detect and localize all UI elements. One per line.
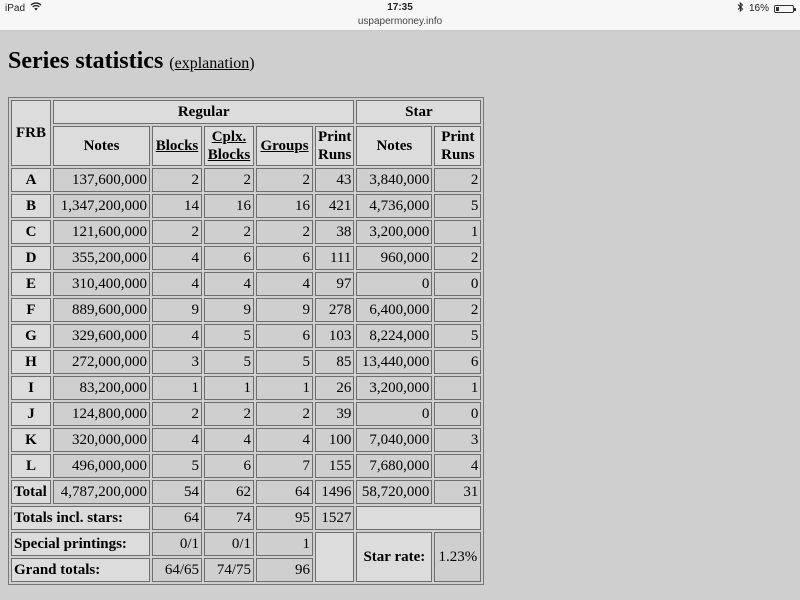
bluetooth-icon: [737, 2, 744, 15]
cell-notes: 496,000,000: [53, 454, 150, 478]
battery-icon: [774, 5, 794, 13]
cell-notes: 124,800,000: [53, 402, 150, 426]
page-content: [8, 48, 484, 585]
totals-incl-stars-label: Totals incl. stars:: [11, 506, 150, 530]
cell-frb: A: [11, 168, 51, 192]
totals-incl-stars-blank: [356, 506, 481, 530]
header-cplx-line1[interactable]: Cplx.: [211, 129, 247, 145]
total-blocks: 54: [152, 480, 202, 504]
cell-star-notes: 3,200,000: [356, 376, 432, 400]
cell-star-print-runs: 0: [434, 402, 481, 426]
table-row: [11, 428, 481, 452]
header-print-line2: Runs: [318, 147, 352, 163]
cell-notes: 320,000,000: [53, 428, 150, 452]
cell-blocks: 14: [152, 194, 202, 218]
cell-star-notes: 0: [356, 402, 432, 426]
total-print-runs: 1496: [315, 480, 354, 504]
cell-frb: I: [11, 376, 51, 400]
totals-incl-stars-runs: 1527: [315, 506, 354, 530]
cell-blocks: 2: [152, 220, 202, 244]
cell-star-print-runs: 5: [434, 324, 481, 348]
header-blocks-link[interactable]: Blocks: [152, 126, 202, 166]
cell-star-print-runs: 1: [434, 220, 481, 244]
close-paren: ): [249, 55, 255, 72]
table-row: [11, 272, 481, 296]
cell-star-print-runs: 2: [434, 298, 481, 322]
cell-star-print-runs: 3: [434, 428, 481, 452]
cell-star-print-runs: 2: [434, 168, 481, 192]
cell-frb: H: [11, 350, 51, 374]
cell-print-runs: 278: [315, 298, 354, 322]
cell-groups: 2: [256, 402, 313, 426]
special-printings-groups: 1: [256, 532, 313, 556]
cell-notes: 889,600,000: [53, 298, 150, 322]
cell-print-runs: 111: [315, 246, 354, 270]
cell-frb: B: [11, 194, 51, 218]
grand-totals-groups: 96: [256, 558, 313, 582]
table-row: [11, 246, 481, 270]
cell-star-print-runs: 5: [434, 194, 481, 218]
device-name: iPad: [5, 2, 26, 14]
header-cplx-blocks-link[interactable]: [204, 126, 254, 166]
cell-notes: 121,600,000: [53, 220, 150, 244]
table-row: [11, 376, 481, 400]
cell-groups: 4: [256, 272, 313, 296]
battery-percent: 16%: [748, 3, 769, 14]
header-star-print-line1: Print: [441, 129, 475, 145]
totals-incl-stars-groups: 95: [256, 506, 313, 530]
table-row: [11, 168, 481, 192]
series-statistics-table: [8, 97, 484, 585]
header-star: Star: [356, 100, 481, 124]
cell-print-runs: 103: [315, 324, 354, 348]
star-rate-label: Star rate:: [356, 532, 432, 582]
header-star-print-line2: Runs: [441, 147, 475, 163]
cell-blocks: 5: [152, 454, 202, 478]
explanation-link[interactable]: explanation: [174, 55, 250, 72]
cell-print-runs: 26: [315, 376, 354, 400]
cell-blocks: 4: [152, 246, 202, 270]
special-printings-blocks: 0/1: [152, 532, 202, 556]
header-print-line1: Print: [318, 129, 352, 145]
cell-notes: 355,200,000: [53, 246, 150, 270]
cell-star-notes: 960,000: [356, 246, 432, 270]
header-groups-link[interactable]: Groups: [256, 126, 313, 166]
cell-groups: 6: [256, 324, 313, 348]
title-line: [8, 48, 484, 75]
cell-cplx-blocks: 2: [204, 168, 254, 192]
table-row: [11, 220, 481, 244]
address-bar[interactable]: [0, 16, 800, 31]
header-star-notes: Notes: [356, 126, 432, 166]
cell-cplx-blocks: 1: [204, 376, 254, 400]
totals-incl-stars-blocks: 64: [152, 506, 202, 530]
cell-star-print-runs: 0: [434, 272, 481, 296]
cell-print-runs: 155: [315, 454, 354, 478]
total-notes: 4,787,200,000: [53, 480, 150, 504]
explanation-wrapper: [169, 55, 254, 73]
cell-star-notes: 3,200,000: [356, 220, 432, 244]
cell-star-notes: 7,680,000: [356, 454, 432, 478]
total-cplx-blocks: 62: [204, 480, 254, 504]
cell-print-runs: 97: [315, 272, 354, 296]
special-blank-cell: [315, 532, 354, 582]
cell-blocks: 4: [152, 272, 202, 296]
cell-notes: 310,400,000: [53, 272, 150, 296]
special-printings-cplx: 0/1: [204, 532, 254, 556]
grand-totals-label: Grand totals:: [11, 558, 150, 582]
total-label: Total: [11, 480, 51, 504]
cell-star-notes: 7,040,000: [356, 428, 432, 452]
total-star-print-runs: 31: [434, 480, 481, 504]
cell-print-runs: 43: [315, 168, 354, 192]
cell-groups: 5: [256, 350, 313, 374]
special-printings-row: [11, 532, 481, 556]
cell-notes: 272,000,000: [53, 350, 150, 374]
cell-print-runs: 38: [315, 220, 354, 244]
cell-star-print-runs: 1: [434, 376, 481, 400]
page-title: Series statistics: [8, 48, 164, 74]
header-notes: Notes: [53, 126, 150, 166]
cell-star-print-runs: 2: [434, 246, 481, 270]
cell-star-notes: 4,736,000: [356, 194, 432, 218]
cell-blocks: 3: [152, 350, 202, 374]
total-row: [11, 480, 481, 504]
status-bar-right: [737, 2, 794, 15]
cell-groups: 2: [256, 168, 313, 192]
cell-print-runs: 421: [315, 194, 354, 218]
cell-groups: 16: [256, 194, 313, 218]
cell-star-print-runs: 4: [434, 454, 481, 478]
cell-star-notes: 13,440,000: [356, 350, 432, 374]
header-frb: FRB: [11, 100, 51, 166]
cell-groups: 1: [256, 376, 313, 400]
cell-groups: 2: [256, 220, 313, 244]
cell-blocks: 9: [152, 298, 202, 322]
star-rate-value: 1.23%: [434, 532, 481, 582]
table-row: [11, 454, 481, 478]
cell-blocks: 4: [152, 324, 202, 348]
cell-blocks: 2: [152, 168, 202, 192]
cell-frb: J: [11, 402, 51, 426]
cell-frb: F: [11, 298, 51, 322]
cell-star-notes: 0: [356, 272, 432, 296]
cell-frb: C: [11, 220, 51, 244]
table-row: [11, 324, 481, 348]
cell-star-notes: 3,840,000: [356, 168, 432, 192]
cell-groups: 7: [256, 454, 313, 478]
cell-cplx-blocks: 6: [204, 246, 254, 270]
total-star-notes: 58,720,000: [356, 480, 432, 504]
table-row: [11, 194, 481, 218]
table-row: [11, 350, 481, 374]
cell-cplx-blocks: 6: [204, 454, 254, 478]
cell-cplx-blocks: 2: [204, 402, 254, 426]
cell-frb: D: [11, 246, 51, 270]
cell-star-notes: 6,400,000: [356, 298, 432, 322]
cell-star-print-runs: 6: [434, 350, 481, 374]
cell-frb: L: [11, 454, 51, 478]
header-star-print-runs: [434, 126, 481, 166]
cell-groups: 6: [256, 246, 313, 270]
total-groups: 64: [256, 480, 313, 504]
battery-level: [776, 7, 779, 11]
cell-cplx-blocks: 5: [204, 324, 254, 348]
cell-cplx-blocks: 16: [204, 194, 254, 218]
url-text[interactable]: uspapermoney.info: [357, 16, 443, 27]
cell-frb: G: [11, 324, 51, 348]
status-bar: [0, 0, 800, 16]
cell-blocks: 4: [152, 428, 202, 452]
cell-groups: 9: [256, 298, 313, 322]
grand-totals-cplx: 74/75: [204, 558, 254, 582]
table-row: [11, 402, 481, 426]
cell-blocks: 2: [152, 402, 202, 426]
cell-print-runs: 100: [315, 428, 354, 452]
cell-star-notes: 8,224,000: [356, 324, 432, 348]
cell-cplx-blocks: 9: [204, 298, 254, 322]
cell-notes: 329,600,000: [53, 324, 150, 348]
cell-groups: 4: [256, 428, 313, 452]
table-body: [11, 168, 481, 582]
totals-incl-stars-cplx: 74: [204, 506, 254, 530]
cell-cplx-blocks: 4: [204, 428, 254, 452]
cell-frb: K: [11, 428, 51, 452]
cell-blocks: 1: [152, 376, 202, 400]
cell-notes: 83,200,000: [53, 376, 150, 400]
header-print-runs: [315, 126, 354, 166]
cell-cplx-blocks: 5: [204, 350, 254, 374]
cell-cplx-blocks: 4: [204, 272, 254, 296]
cell-frb: E: [11, 272, 51, 296]
cell-print-runs: 39: [315, 402, 354, 426]
cell-notes: 1,347,200,000: [53, 194, 150, 218]
totals-incl-stars-row: [11, 506, 481, 530]
special-printings-label: Special printings:: [11, 532, 150, 556]
status-time: 17:35: [387, 2, 413, 13]
header-regular: Regular: [53, 100, 354, 124]
cell-cplx-blocks: 2: [204, 220, 254, 244]
cell-notes: 137,600,000: [53, 168, 150, 192]
header-cplx-line2[interactable]: Blocks: [207, 147, 251, 163]
table-row: [11, 298, 481, 322]
open-paren: (: [169, 55, 175, 72]
cell-print-runs: 85: [315, 350, 354, 374]
grand-totals-blocks: 64/65: [152, 558, 202, 582]
